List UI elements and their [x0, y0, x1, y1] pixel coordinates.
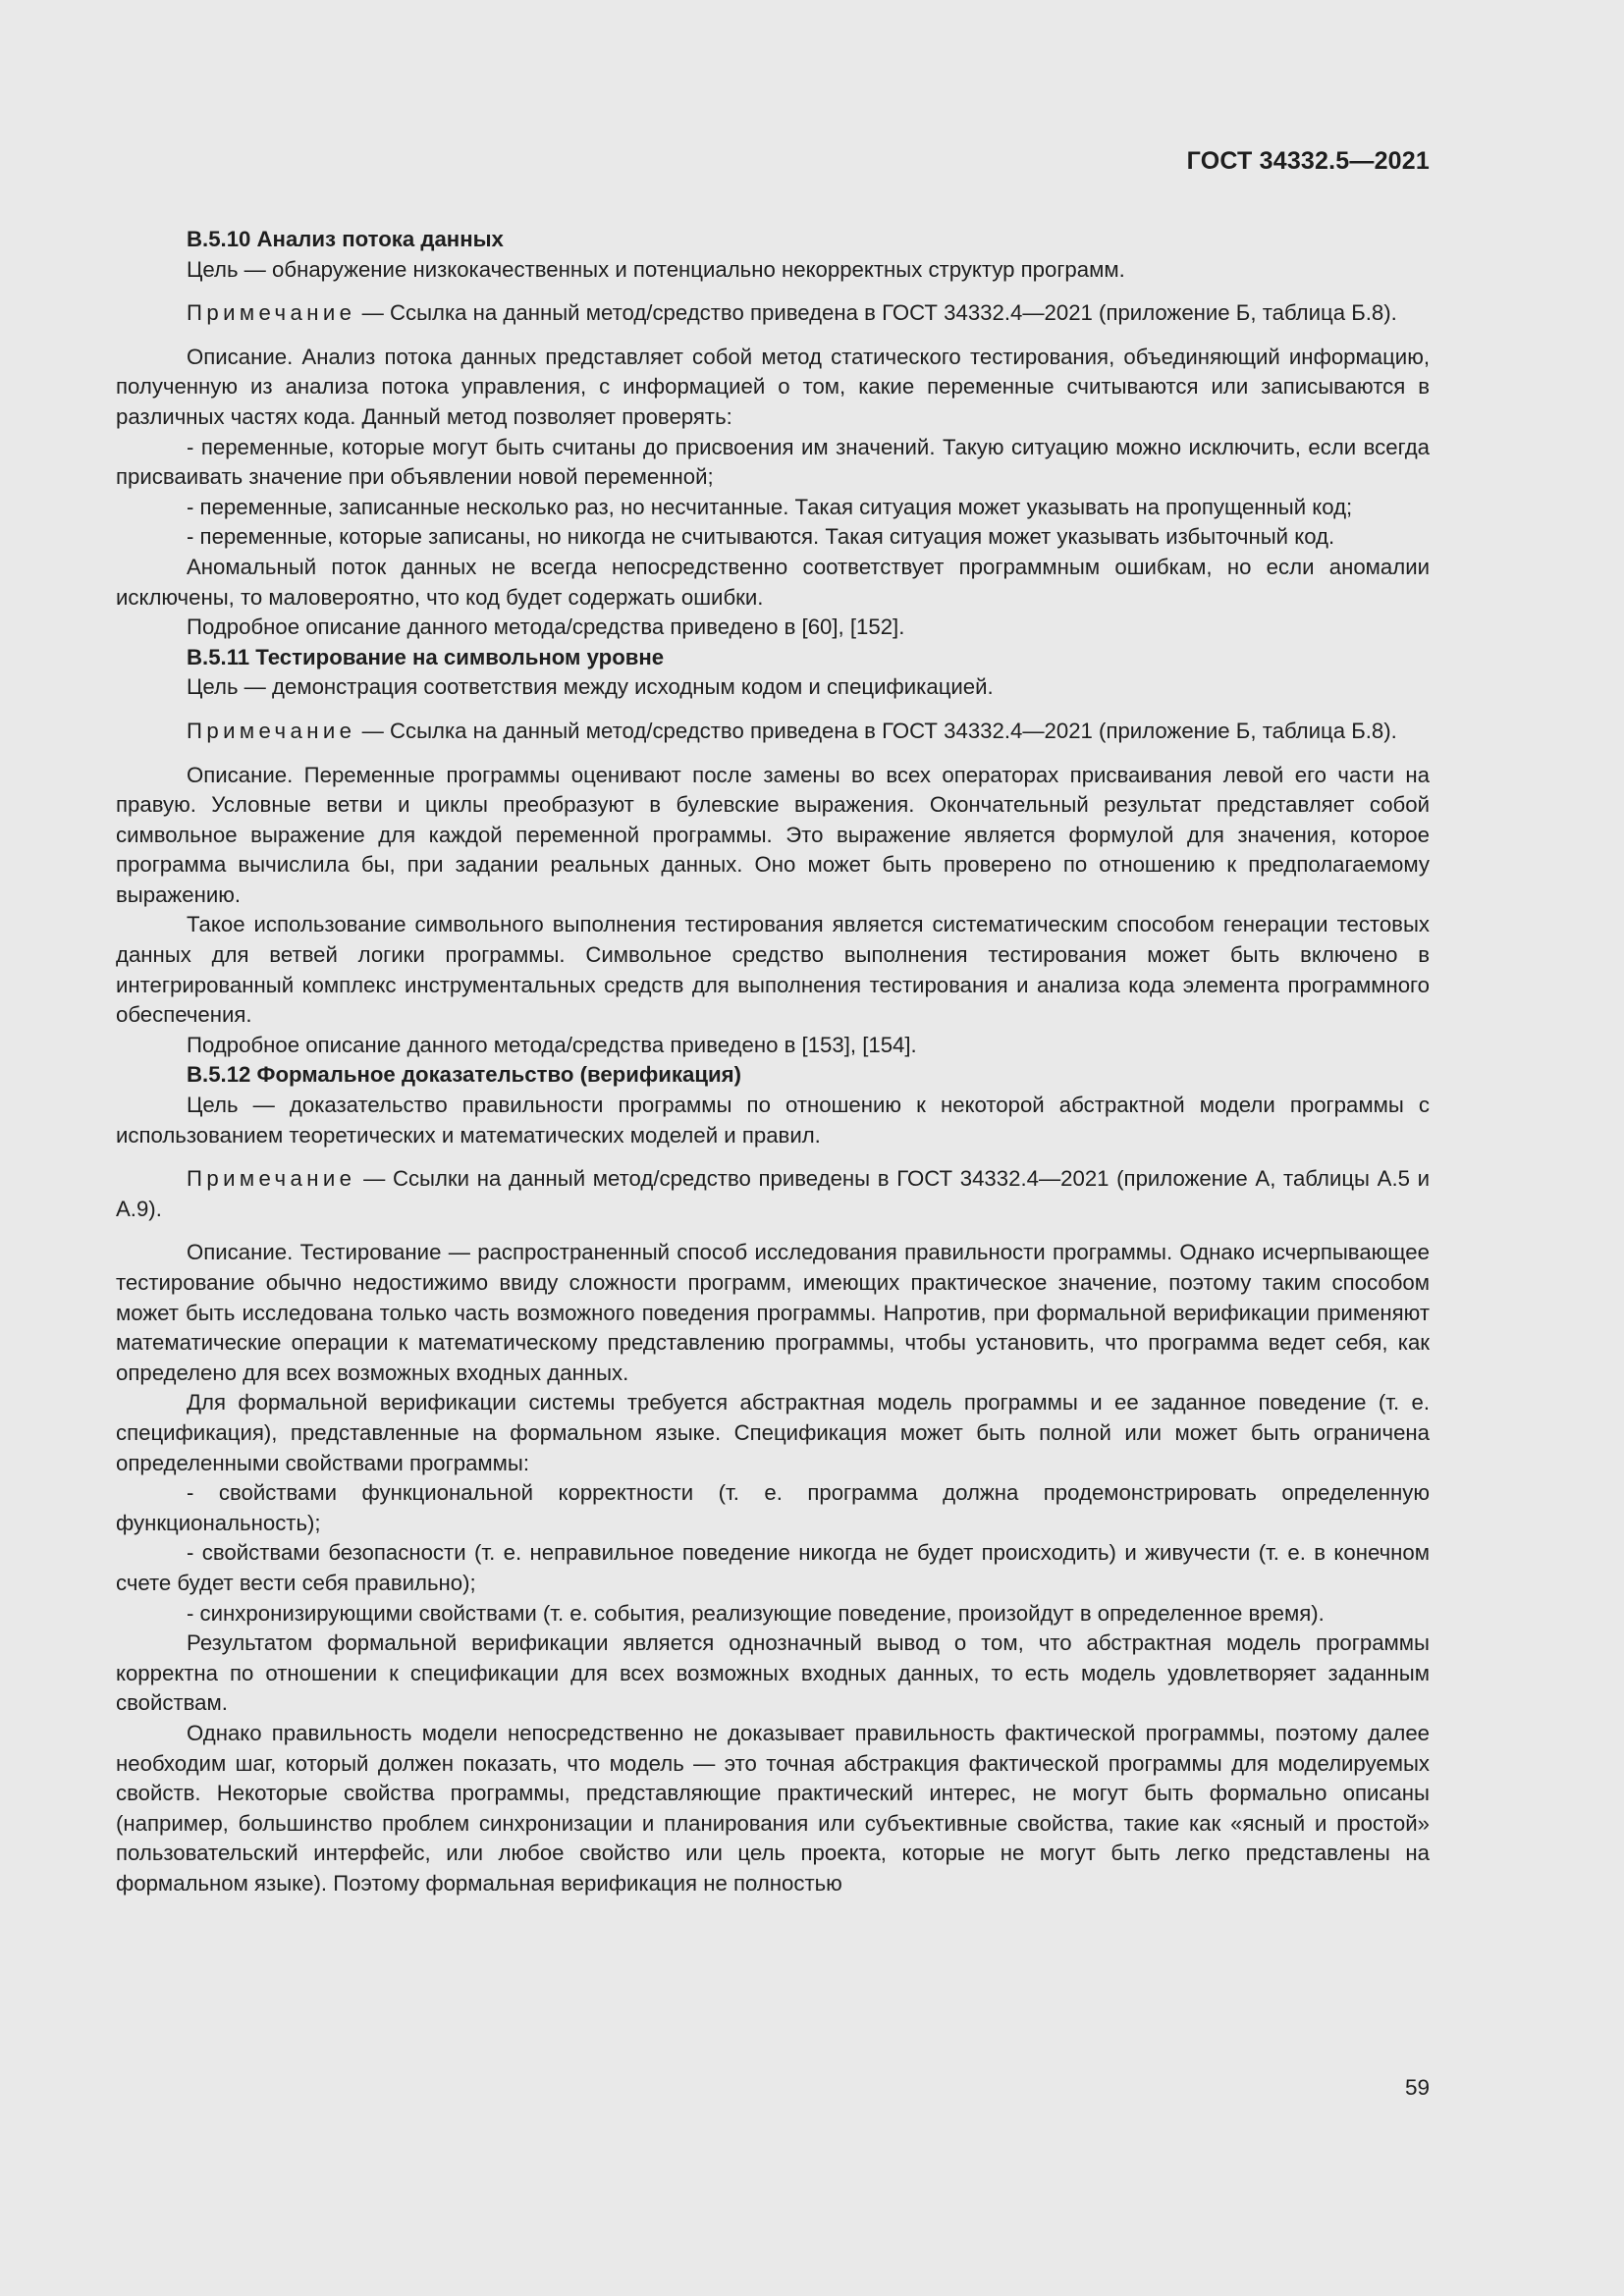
- body-paragraph: Однако правильность модели непосредственно не доказывает правильность фактической программы, поэтому далее необходим шаг, который должен показать, что модель — это точная абстракция фактической программы для моделируемых свойств. Некоторые свойства программы, представляющие практический интерес, не могут быть формально описаны (например, большинство проблем синхронизации и планирования или субъективные свойства, такие как «ясный и простой» пользовательский интерфейс, или любое свойство или цель проекта, которые не могут быть легко представлены на формальном языке). Поэтому формальная верификация не полностью: [116, 1720, 1430, 1896]
- note-label: Примечание: [187, 1166, 356, 1192]
- section-note: [116, 298, 1430, 329]
- list-item: - синхронизирующими свойствами (т. е. события, реализующие поведение, произойдут в определенное время).: [187, 1600, 1325, 1626]
- section-heading: В.5.11 Тестирование на символьном уровне: [187, 644, 665, 669]
- body-paragraph: Для формальной верификации системы требуется абстрактная модель программы и ее заданное поведение (т. е. спецификация), представленные на формальном языке. Спецификация может быть полной или может быть ограничена определенными свойствами программы:: [116, 1390, 1430, 1475]
- note-label: Примечание: [187, 718, 356, 743]
- note-text: — Ссылка на данный метод/средство приведена в ГОСТ 34332.4—2021 (приложение Б, таблица Б.8).: [355, 300, 1397, 326]
- list-item: - переменные, которые записаны, но никогда не считываются. Такая ситуация может указывать избыточный код.: [187, 524, 1335, 550]
- section-goal: Цель — демонстрация соответствия между исходным кодом и спецификацией.: [187, 674, 994, 700]
- section-heading: В.5.10 Анализ потока данных: [187, 227, 504, 251]
- standard-id-header: ГОСТ 34332.5—2021: [1186, 147, 1430, 175]
- list-item: - переменные, которые могут быть считаны до присвоения им значений. Такую ситуацию можно исключить, если всегда присваивать значение при объявлении новой переменной;: [116, 434, 1430, 490]
- section-note: [116, 1164, 1430, 1224]
- page-content: [116, 225, 1430, 1898]
- body-paragraph: Такое использование символьного выполнения тестирования является систематическим способом генерации тестовых данных для ветвей логики программы. Символьное средство выполнения тестирования может быть включено в интегрированный комплекс инструментальных средств для выполнения тестирования и анализа кода элемента программного обеспечения.: [116, 912, 1430, 1028]
- page-number: 59: [1404, 2075, 1430, 2100]
- body-paragraph: Описание. Тестирование — распространенный способ исследования правильности программы. Однако исчерпывающее тестирование обычно недостижимо ввиду сложности программ, имеющих практическое значение, поэтому таким способом может быть исследована только часть возможного поведения программы. Напротив, при формальной верификации применяют математические операции к математическому представлению программы, чтобы установить, что программа ведет себя, как определено для всех возможных входных данных.: [116, 1240, 1430, 1385]
- body-paragraph: Описание. Переменные программы оценивают после замены во всех операторах присваивания левой его части на правую. Условные ветви и циклы преобразуют в булевские выражения. Окончательный результат представляет собой символьное выражение для каждой переменной программы. Это выражение является формулой для значения, которое программа вычислила бы, при задании реальных данных. Оно может быть проверено по отношению к предполагаемому выражению.: [116, 762, 1430, 907]
- section-goal: Цель — обнаружение низкокачественных и потенциально некорректных структур программ.: [187, 256, 1125, 282]
- list-item: - переменные, записанные несколько раз, но несчитанные. Такая ситуация может указывать на пропущенный код;: [187, 494, 1353, 519]
- note-label: Примечание: [187, 300, 356, 326]
- reference-paragraph: Подробное описание данного метода/средства приведено в [153], [154].: [187, 1032, 917, 1057]
- reference-paragraph: Подробное описание данного метода/средства приведено в [60], [152].: [187, 614, 905, 640]
- list-item: - свойствами безопасности (т. е. неправильное поведение никогда не будет происходить) и живучести (т. е. в конечном счете будет вести себя правильно);: [116, 1540, 1430, 1595]
- note-text: — Ссылки на данный метод/средство приведены в ГОСТ 34332.4—2021 (приложение А, таблицы А.5 и А.9).: [116, 1166, 1430, 1221]
- body-paragraph: Аномальный поток данных не всегда непосредственно соответствует программным ошибкам, но если аномалии исключены, то маловероятно, что код будет содержать ошибки.: [116, 554, 1430, 610]
- body-paragraph: Результатом формальной верификации является однозначный вывод о том, что абстрактная модель программы корректна по отношении к спецификации для всех возможных входных данных, то есть модель удовлетворяет заданным свойствам.: [116, 1630, 1430, 1716]
- section-heading: В.5.12 Формальное доказательство (верификация): [187, 1062, 741, 1088]
- body-paragraph: Описание. Анализ потока данных представляет собой метод статического тестирования, объединяющий информацию, полученную из анализа потока управления, с информацией о том, какие переменные считываются или записываются в различных частях кода. Данный метод позволяет проверять:: [116, 344, 1430, 429]
- section-goal: Цель — доказательство правильности программы по отношению к некоторой абстрактной модели программы с использованием теоретических и математических моделей и правил.: [116, 1093, 1430, 1148]
- note-text: — Ссылка на данный метод/средство приведена в ГОСТ 34332.4—2021 (приложение Б, таблица Б.8).: [355, 718, 1397, 743]
- list-item: - свойствами функциональной корректности (т. е. программа должна продемонстрировать определенную функциональность);: [116, 1480, 1430, 1535]
- section-note: [116, 717, 1430, 747]
